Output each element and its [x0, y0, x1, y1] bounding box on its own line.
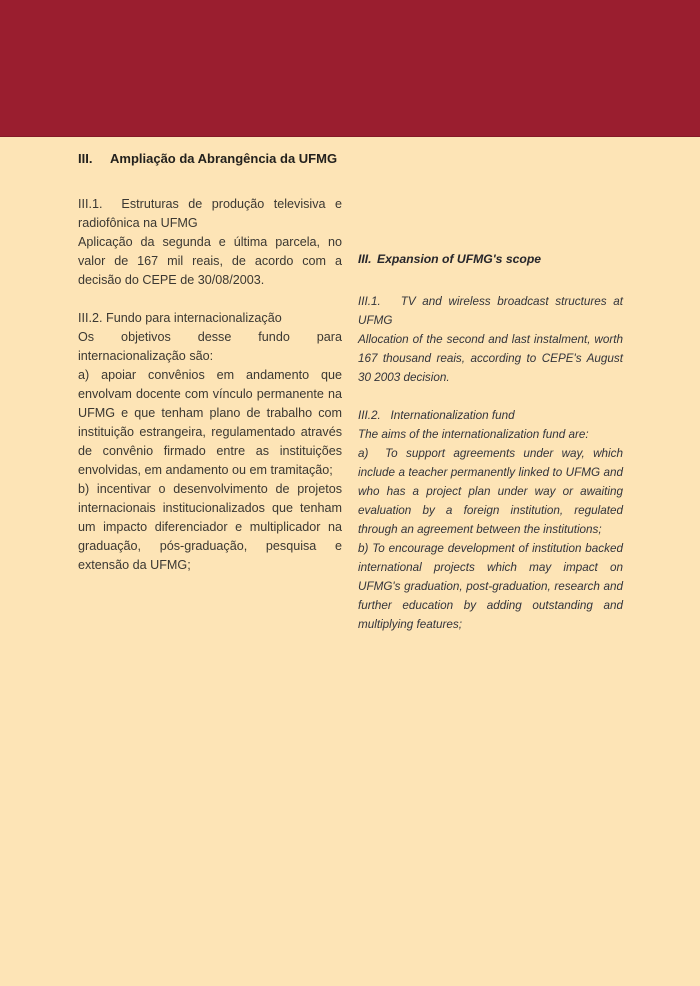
subsection-title: III.2. Fundo para internacionalização: [78, 311, 282, 325]
heading-title: Expansion of UFMG's scope: [377, 252, 542, 266]
section-heading-en: [358, 252, 623, 267]
subsection-title: III.1. Estruturas de produção televisiva e radiofônica na UFMG: [78, 197, 342, 230]
paragraph: Os objetivos desse fundo para internacionalização são:: [78, 330, 342, 363]
heading-number: III.: [78, 151, 93, 166]
subsection-iii1-pt: [78, 195, 342, 290]
subsection-title: III.1. TV and wireless broadcast structures at UFMG: [358, 295, 623, 327]
subsection-iii2-pt: [78, 309, 342, 575]
subsection-iii2-en: [358, 406, 623, 634]
section-heading-pt: [78, 151, 342, 167]
english-column: [358, 252, 623, 634]
subsection-iii1-en: [358, 292, 623, 387]
paragraph: b) incentivar o desenvolvimento de projetos internacionais institucionalizados que tenham um impacto diferenciador e multiplicador na graduação, pós-graduação, pesquisa e extensão da UFMG;: [78, 482, 342, 572]
portuguese-column: [78, 151, 342, 575]
paragraph: Allocation of the second and last instalment, worth 167 thousand reais, according to CEPE's August 30 2003 decision.: [358, 333, 623, 384]
paragraph: a) To support agreements under way, which include a teacher permanently linked to UFMG and who has a project plan under way or awaiting evaluation by a foreign institution, regulated through an agreement between the institutions;: [358, 447, 623, 536]
heading-number: III.: [358, 252, 372, 266]
paragraph: a) apoiar convênios em andamento que envolvam docente com vínculo permanente na UFMG e que tenham plano de trabalho com instituição estrangeira, regulamentado através de convênio firmado entre as instituições envolvidas, em andamento ou em tramitação;: [78, 368, 342, 477]
paragraph: b) To encourage development of institution backed international projects which may impact on UFMG's graduation, post-graduation, research and further education by adding outstanding and multiplying features;: [358, 542, 623, 631]
heading-title: Ampliação da Abrangência da UFMG: [110, 151, 338, 166]
header-band: [0, 0, 700, 137]
paragraph: Aplicação da segunda e última parcela, no valor de 167 mil reais, de acordo com a decisão do CEPE de 30/08/2003.: [78, 235, 342, 287]
subsection-title: III.2. Internationalization fund: [358, 409, 515, 422]
paragraph: The aims of the internationalization fund are:: [358, 428, 589, 441]
